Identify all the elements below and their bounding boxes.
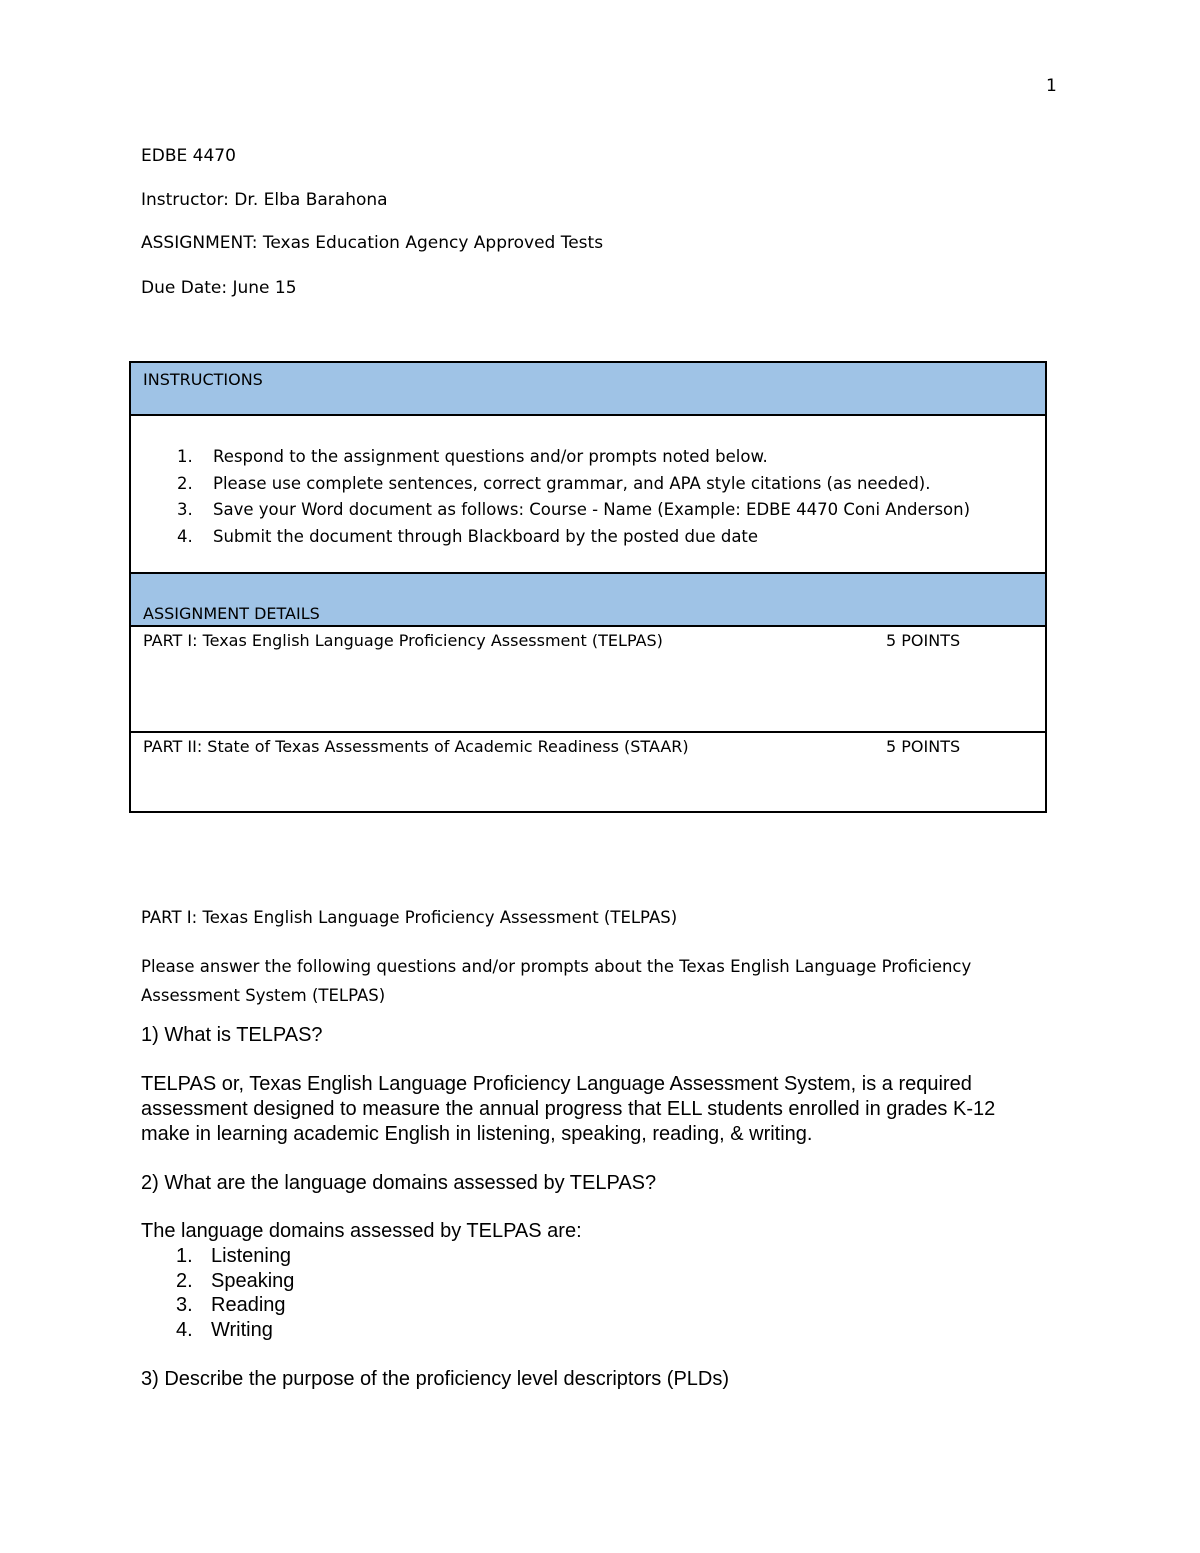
part1-points: 5 POINTS xyxy=(886,631,961,650)
due-date: Due Date: June 15 xyxy=(141,278,297,298)
domain-item xyxy=(141,1269,294,1294)
instruction-item xyxy=(131,497,1045,524)
instructions-list xyxy=(131,416,1045,550)
instructions-header: INSTRUCTIONS xyxy=(143,370,263,389)
part1-row xyxy=(130,626,1046,732)
domain-item xyxy=(141,1244,294,1269)
domain-number: 4. xyxy=(176,1318,193,1341)
instructor-line: Instructor: Dr. Elba Barahona xyxy=(141,190,388,210)
answer-1: TELPAS or, Texas English Language Proficiency Language Assessment System, is a required assessment designed to measure the annual progress that ELL students enrolled in grades K-12 make in learning academic English in listening, speaking, reading, & writing. xyxy=(141,1073,996,1145)
domain-item xyxy=(141,1293,294,1318)
assignment-title: ASSIGNMENT: Texas Education Agency Approved Tests xyxy=(141,233,604,253)
instruction-text: Submit the document through Blackboard by the posted due date xyxy=(213,526,759,546)
instruction-number: 1. xyxy=(177,447,193,466)
domain-item xyxy=(141,1318,294,1343)
part2-row xyxy=(130,732,1046,812)
part1-label: PART I: Texas English Language Proficiency Assessment (TELPAS) xyxy=(143,631,663,650)
page-number: 1 xyxy=(1046,76,1057,96)
part1-prompt: Please answer the following questions and/or prompts about the Texas English Language Proficiency Assessment System (TELPAS) xyxy=(141,957,972,1005)
instruction-item xyxy=(131,524,1045,551)
instructions-header-row xyxy=(130,362,1046,415)
domain-number: 2. xyxy=(176,1269,193,1292)
answer-2-intro: The language domains assessed by TELPAS are: xyxy=(141,1220,582,1242)
instruction-item xyxy=(131,444,1045,471)
part2-label: PART II: State of Texas Assessments of Academic Readiness (STAAR) xyxy=(143,737,689,756)
question-1: 1) What is TELPAS? xyxy=(141,1024,323,1046)
part2-points: 5 POINTS xyxy=(886,737,961,756)
domain-text: Speaking xyxy=(211,1269,295,1292)
domain-number: 3. xyxy=(176,1294,193,1316)
instruction-text: Save your Word document as follows: Course - Name (Example: EDBE 4470 Coni Anderson) xyxy=(213,500,971,519)
course-code: EDBE 4470 xyxy=(141,146,236,166)
instruction-number: 3. xyxy=(177,500,193,519)
instruction-text: Respond to the assignment questions and/or prompts noted below. xyxy=(213,447,768,466)
instruction-number: 4. xyxy=(177,526,193,546)
domain-text: Reading xyxy=(211,1294,286,1316)
question-2: 2) What are the language domains assessed by TELPAS? xyxy=(141,1172,657,1194)
domains-list-container xyxy=(141,1244,294,1342)
part1-heading: PART I: Texas English Language Proficiency Assessment (TELPAS) xyxy=(141,908,678,927)
instruction-number: 2. xyxy=(177,473,193,493)
assignment-table xyxy=(129,361,1047,813)
domain-number: 1. xyxy=(176,1245,193,1267)
details-header: ASSIGNMENT DETAILS xyxy=(143,604,320,623)
domain-text: Listening xyxy=(211,1245,292,1267)
domain-text: Writing xyxy=(211,1318,273,1341)
details-header-row xyxy=(130,573,1046,626)
domains-list xyxy=(141,1244,294,1342)
instruction-text: Please use complete sentences, correct grammar, and APA style citations (as needed). xyxy=(213,473,931,493)
question-3: 3) Describe the purpose of the proficiency level descriptors (PLDs) xyxy=(141,1368,730,1390)
instruction-item xyxy=(131,471,1045,498)
instructions-row xyxy=(130,415,1046,573)
